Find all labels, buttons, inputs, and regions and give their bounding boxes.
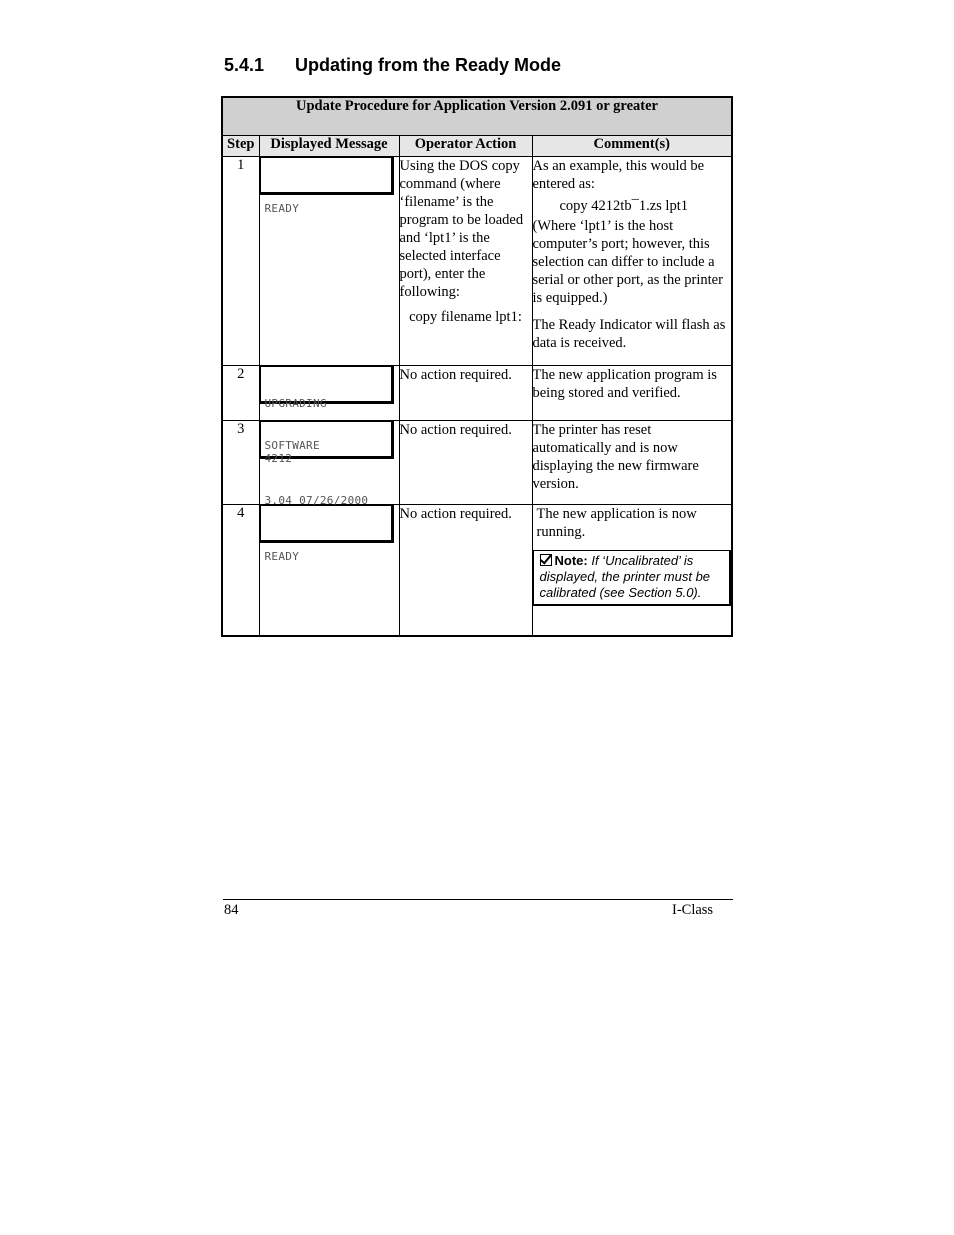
lcd-display <box>260 366 394 452</box>
lcd-line-2: READY <box>264 550 300 563</box>
operator-action-cell <box>399 157 532 366</box>
operator-action-cell <box>399 421 532 505</box>
note-text: If ‘Uncalibrated’ is displayed, the printer must be calibrated (see Section 5.0). <box>539 553 711 600</box>
comment-text: The new application is now running. <box>536 506 697 540</box>
section-number: 5.4.1 <box>224 55 265 75</box>
section-title: Updating from the Ready Mode <box>295 55 562 75</box>
lcd-line-2: READY <box>264 202 300 215</box>
displayed-message-cell <box>259 366 399 452</box>
table-row <box>222 505 732 636</box>
comment-cell <box>532 157 732 366</box>
lcd-line-1: 4212 <box>264 452 293 465</box>
comment-detail: (Where ‘lpt1’ is the host computer’s port; however, this selection can differ to include a serial or other port, as the printer is equipped.) <box>532 218 723 306</box>
action-text: No action required. <box>399 367 512 383</box>
lcd-line-2: 3.04 07/26/2000 <box>264 494 369 507</box>
note-box <box>533 550 732 606</box>
step-number: 1 <box>222 157 259 366</box>
action-command: copy filename lpt1: <box>409 309 522 325</box>
footer-divider <box>223 899 733 900</box>
header-operator-action: Operator Action <box>399 136 532 157</box>
book-title: I-Class <box>672 902 714 918</box>
header-step: Step <box>222 136 259 157</box>
table-row <box>222 366 732 421</box>
comment-cell <box>532 421 732 505</box>
step-number: 4 <box>222 505 259 636</box>
comment-cell <box>532 505 732 636</box>
table-title: Update Procedure for Application Version 2.091 or greater <box>222 97 732 136</box>
lcd-line-2: SOFTWARE <box>264 439 320 452</box>
comment-text: The new application program is being stored and verified. <box>532 367 717 401</box>
operator-action-cell <box>399 505 532 636</box>
action-text: No action required. <box>399 506 512 522</box>
lcd-display <box>260 157 394 215</box>
action-text: No action required. <box>399 422 512 438</box>
comment-extra: The Ready Indicator will flash as data is received. <box>532 317 726 351</box>
step-number: 2 <box>222 366 259 421</box>
operator-action-cell <box>399 366 532 421</box>
table-row <box>222 157 732 366</box>
update-procedure-table <box>221 96 733 637</box>
action-text: Using the DOS copy command (where ‘filename’ is the program to be loaded and ‘lpt1’ is the selected interface port), enter the following: <box>399 158 524 300</box>
page-number: 84 <box>224 902 239 918</box>
lcd-display <box>260 505 394 563</box>
table-header-row <box>222 136 732 157</box>
comment-command: copy 4212tb¯1.zs lpt1 <box>559 198 688 214</box>
displayed-message-cell <box>259 157 399 366</box>
displayed-message-cell <box>259 505 399 636</box>
step-number: 3 <box>222 421 259 505</box>
comment-text: The printer has reset automatically and is now displaying the new firmware version. <box>532 422 699 492</box>
note-label: Note: <box>554 553 588 568</box>
section-heading <box>224 55 561 76</box>
lcd-line-1: UPGRADING <box>264 397 327 410</box>
table-title-row <box>222 97 732 136</box>
comment-intro: As an example, this would be entered as: <box>532 158 705 192</box>
header-comments: Comment(s) <box>532 136 732 157</box>
header-displayed-message: Displayed Message <box>259 136 399 157</box>
checkbox-icon <box>540 554 552 566</box>
comment-cell <box>532 366 732 421</box>
